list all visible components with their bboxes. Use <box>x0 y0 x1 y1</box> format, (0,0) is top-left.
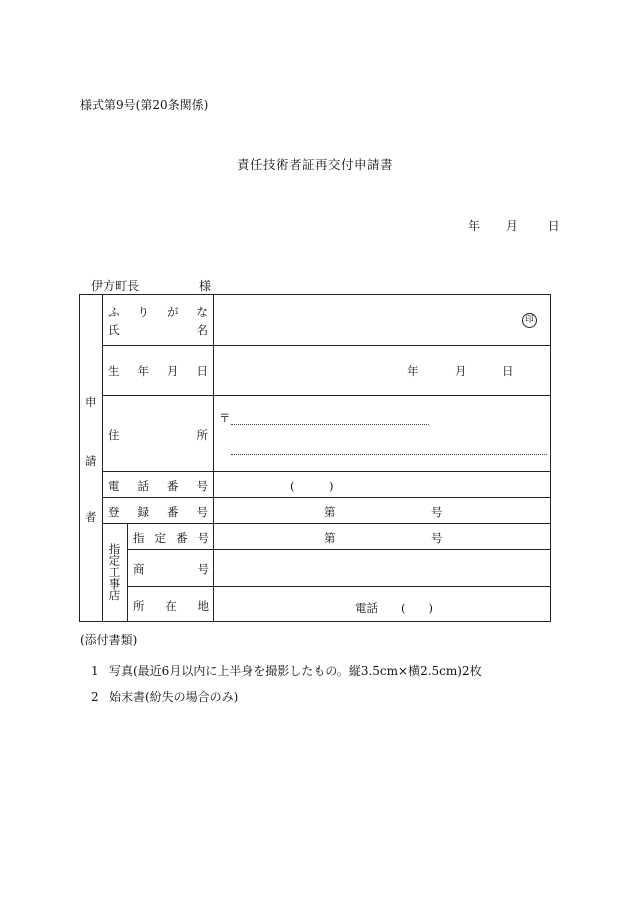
name-label <box>108 322 208 338</box>
registration-label <box>108 504 208 520</box>
furigana-char-1: ふ <box>108 305 120 319</box>
birthdate-label <box>108 363 208 379</box>
phone-label <box>108 478 208 494</box>
designation-char-3: 番 <box>176 531 188 545</box>
location-char-1: 所 <box>133 599 145 613</box>
designation-char-1: 指 <box>133 531 145 545</box>
address-label <box>108 427 208 443</box>
phone-char-3: 番 <box>167 479 179 493</box>
phone-char-2: 話 <box>137 479 149 493</box>
address-char-2: 所 <box>196 428 208 442</box>
birthdate-char-3: 月 <box>167 364 179 378</box>
date-month-label: 月 <box>505 219 518 233</box>
designation-char-2: 定 <box>154 531 166 545</box>
applicant-label-1: 申 <box>85 395 97 409</box>
registration-char-2: 録 <box>137 505 149 519</box>
document-title: 責任技術者証再交付申請書 <box>236 157 393 172</box>
birthdate-year: 年 <box>407 364 419 378</box>
postal-mark: 〒 <box>219 411 231 425</box>
date-year-label: 年 <box>468 219 481 233</box>
row-divider <box>102 471 551 472</box>
trade-name-label <box>133 561 209 577</box>
trade-name-char-2: 号 <box>197 562 209 576</box>
registration-char-3: 番 <box>167 505 179 519</box>
column-divider <box>102 295 103 621</box>
furigana-char-4: な <box>196 305 208 319</box>
column-divider <box>127 523 128 621</box>
trade-name-char-1: 商 <box>133 562 145 576</box>
attachment-item-1 <box>91 662 482 679</box>
column-divider <box>213 295 214 621</box>
address-line <box>231 454 547 455</box>
attachment-text: 始末書(紛失の場合のみ) <box>109 690 239 704</box>
applicant-label-3: 者 <box>85 510 97 524</box>
designation-number-label <box>133 530 209 546</box>
location-label <box>133 598 209 614</box>
addressee <box>91 277 211 294</box>
addressee-honorific: 様 <box>199 279 212 293</box>
registration-char-1: 登 <box>108 505 120 519</box>
birthdate-month: 月 <box>455 364 467 378</box>
designation-char-4: 号 <box>197 531 209 545</box>
birthdate-char-2: 年 <box>137 364 149 378</box>
phone-char-1: 電 <box>108 479 120 493</box>
registration-prefix: 第 <box>324 505 336 519</box>
designation-prefix: 第 <box>324 531 336 545</box>
phone-char-4: 号 <box>196 479 208 493</box>
birthdate-char-4: 日 <box>196 364 208 378</box>
application-date <box>468 217 560 234</box>
row-divider <box>102 345 551 346</box>
location-char-2: 在 <box>165 599 177 613</box>
location-phone: 電話 ( ) <box>355 601 433 615</box>
form-number: 様式第9号(第20条関係) <box>80 98 209 112</box>
addressee-name: 伊方町長 <box>91 279 140 293</box>
furigana-label <box>108 304 208 320</box>
row-divider <box>102 497 551 498</box>
applicant-label-2: 請 <box>85 454 97 468</box>
location-char-3: 地 <box>197 599 209 613</box>
furigana-char-2: り <box>137 305 149 319</box>
date-day-label: 日 <box>547 219 560 233</box>
designation-suffix: 号 <box>431 531 443 545</box>
designated-shop-label: 指定工事店 <box>107 543 122 601</box>
attachments-heading: (添付書類) <box>80 633 138 647</box>
attachment-number: 2 <box>91 690 99 704</box>
name-char-1: 氏 <box>108 323 120 337</box>
phone-value: ( ) <box>290 479 334 493</box>
attachment-text: 写真(最近6月以内に上半身を撮影したもの。縦3.5cm×横2.5cm)2枚 <box>109 664 482 678</box>
row-divider <box>127 549 551 550</box>
postal-code-line <box>231 424 429 425</box>
attachment-number: 1 <box>91 664 99 678</box>
row-divider <box>102 523 551 524</box>
application-form-table <box>79 294 551 622</box>
attachment-item-2 <box>91 688 238 705</box>
furigana-char-3: が <box>167 305 179 319</box>
birthdate-day: 日 <box>502 364 514 378</box>
registration-suffix: 号 <box>431 505 443 519</box>
row-divider <box>102 395 551 396</box>
registration-char-4: 号 <box>196 505 208 519</box>
row-divider <box>127 586 551 587</box>
seal-mark: 印 <box>522 313 537 328</box>
address-char-1: 住 <box>108 428 120 442</box>
name-char-2: 名 <box>196 323 208 337</box>
birthdate-char-1: 生 <box>108 364 120 378</box>
